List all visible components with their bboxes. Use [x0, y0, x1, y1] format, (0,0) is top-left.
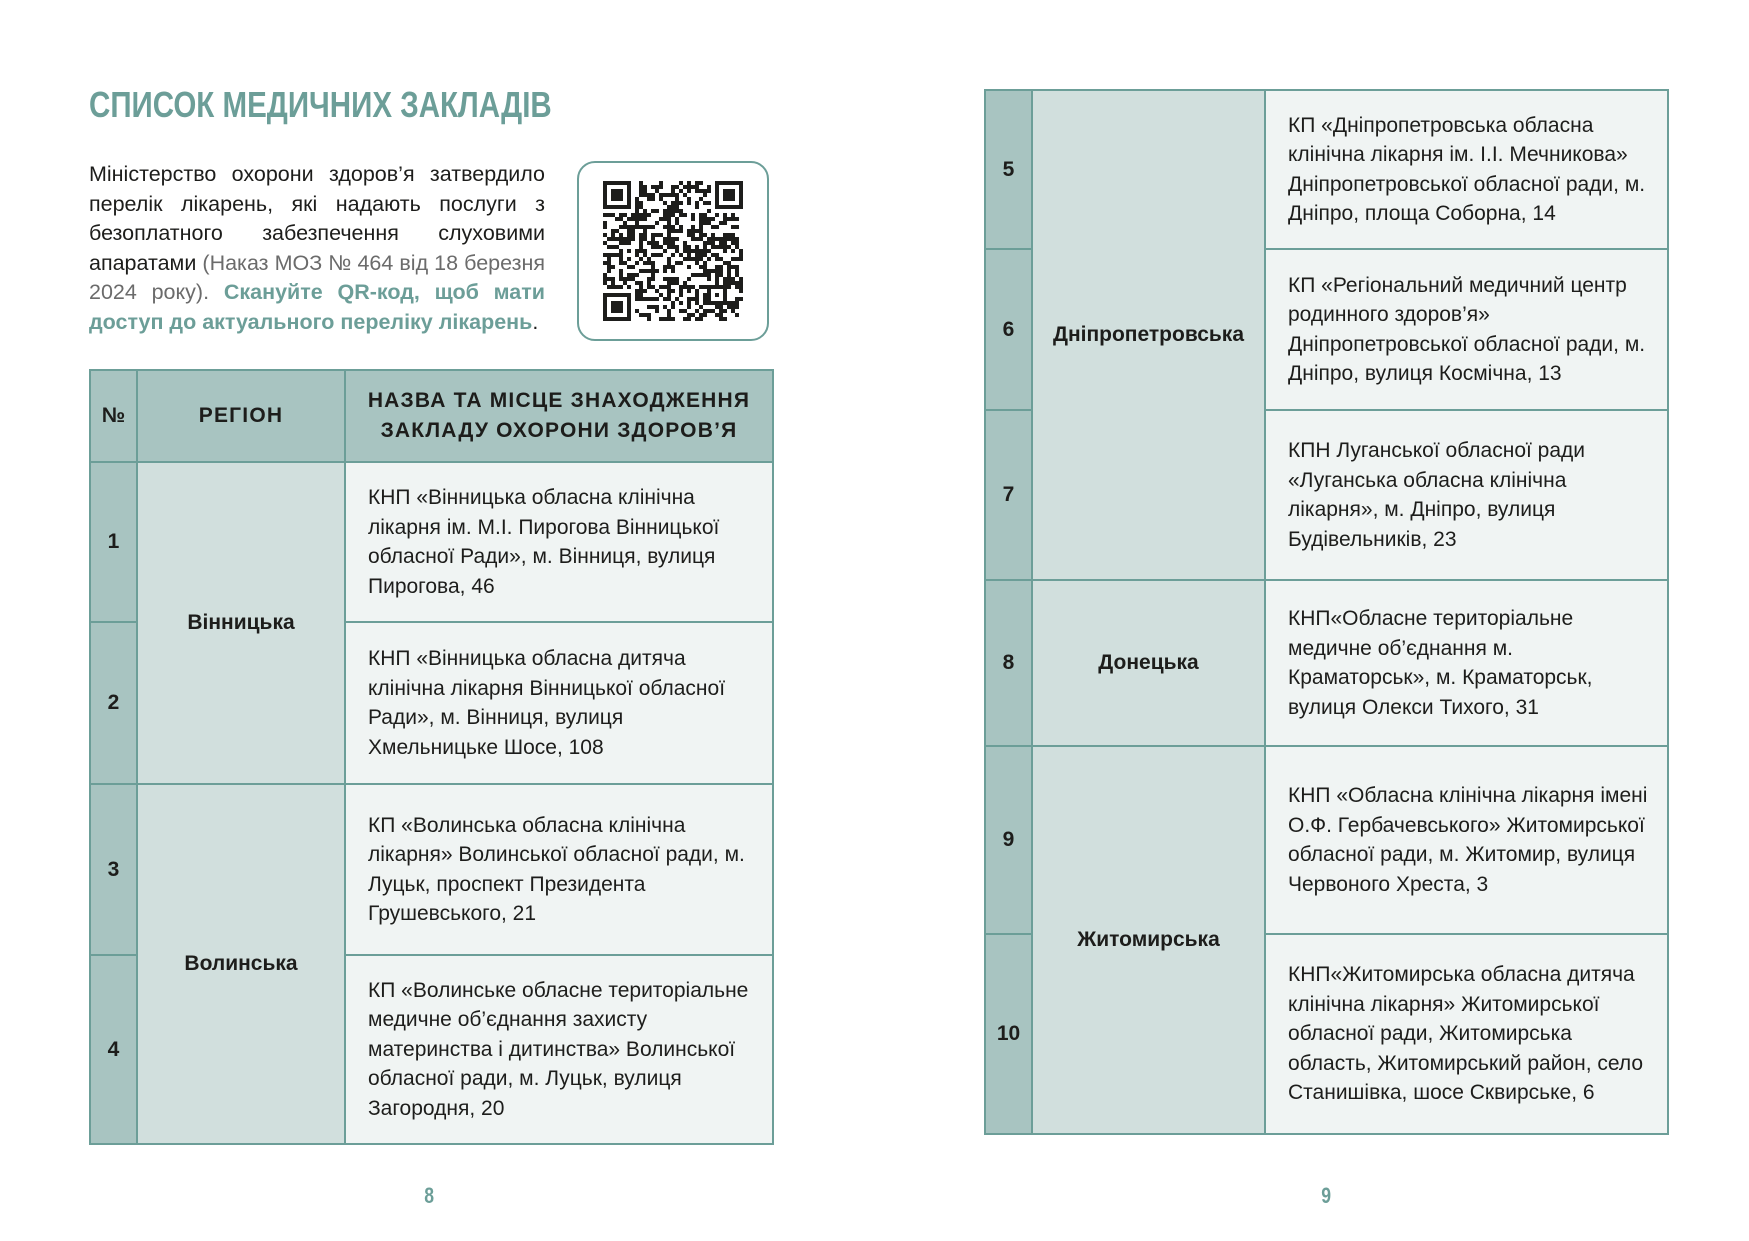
row-number: 3 [90, 784, 137, 955]
facility-cell: КНП «Обласна клінічна лікарня імені О.Ф. Гербачевського» Житомирської обласної ради, м. Житомир, вулиця Червоного Хреста, 3 [1265, 746, 1668, 934]
facility-cell: КП «Дніпропетровська обласна клінічна лікарня ім. І.І. Мечникова» Дніпропетровської обласної ради, м. Дніпро, площа Соборна, 14 [1265, 90, 1668, 249]
page-number: 9 [1321, 1183, 1332, 1208]
qr-code-icon[interactable] [603, 181, 743, 321]
header-number: № [90, 370, 137, 462]
row-number: 9 [985, 746, 1032, 934]
intro-paragraph [89, 160, 545, 337]
region-cell: Волинська [137, 784, 345, 1144]
row-number: 6 [985, 249, 1032, 410]
row-number: 10 [985, 934, 1032, 1134]
facility-cell: КНП«Житомирська обласна дитяча клінічна лікарня» Житомирської обласної ради, Житомирська область, Житомирський район, село Станишівка, шосе Сквирське, 6 [1265, 934, 1668, 1134]
row-number: 8 [985, 580, 1032, 746]
facility-cell: КП «Волинська обласна клінічна лікарня» Волинської обласної ради, м. Луцьк, проспект Президента Грушевського, 21 [345, 784, 773, 955]
hospitals-table-left [89, 369, 774, 1145]
region-cell: Дніпропетровська [1032, 90, 1265, 580]
facility-cell: КНП «Вінницька обласна дитяча клінічна лікарня Вінницької обласної Ради», м. Вінниця, вулиця Хмельницьке Шосе, 108 [345, 622, 773, 784]
intro-main-text: Міністерство охорони здоров’я затвердило перелік лікарень, які надають послуги з безоплатного забезпечення слуховими апаратами [89, 162, 545, 275]
row-number: 7 [985, 410, 1032, 580]
table-row [985, 90, 1668, 249]
intro-qr-call-to-action: Скануйте QR-код, щоб мати доступ до актуального переліку лікарень [89, 280, 546, 334]
row-number: 2 [90, 622, 137, 784]
table-row [90, 462, 773, 622]
table-row [985, 580, 1668, 746]
table-header-row [90, 370, 773, 462]
row-number: 1 [90, 462, 137, 622]
page-title: СПИСОК МЕДИЧНИХ ЗАКЛАДІВ [89, 84, 552, 125]
intro-order-reference: (Наказ МОЗ № 464 від 18 березня 2024 року). [89, 250, 545, 304]
header-facility-name: НАЗВА ТА МІСЦЕ ЗНАХОДЖЕННЯ ЗАКЛАДУ ОХОРОНИ ЗДОРОВ’Я [345, 370, 773, 462]
left-page [0, 0, 874, 1241]
facility-cell: КНП«Обласне територіальне медичне об’єднання м. Краматорськ», м. Краматорськ, вулиця Олекси Тихого, 31 [1265, 580, 1668, 746]
hospitals-table-right [984, 89, 1669, 1135]
table-row [985, 746, 1668, 934]
facility-cell: КПН Луганської обласної ради «Луганська обласна клінічна лікарня», м. Дніпро, вулиця Будівельників, 23 [1265, 410, 1668, 580]
facility-cell: КП «Регіональний медичний центр родинного здоров’я» Дніпропетровської обласної ради, м. Дніпро, вулиця Космічна, 13 [1265, 249, 1668, 410]
region-cell: Вінницька [137, 462, 345, 784]
facility-cell: КП «Волинське обласне територіальне медичне об’єднання захисту материнства і дитинства» Волинської обласної ради, м. Луцьк, вулиця Загородня, 20 [345, 955, 773, 1144]
facility-cell: КНП «Вінницька обласна клінічна лікарня ім. М.І. Пирогова Вінницької обласної Ради», м. Вінниця, вулиця Пирогова, 46 [345, 462, 773, 622]
region-cell: Донецька [1032, 580, 1265, 746]
intro-end: . [532, 309, 539, 334]
qr-code-frame[interactable] [577, 161, 769, 341]
header-region: РЕГІОН [137, 370, 345, 462]
table-row [90, 784, 773, 955]
row-number: 4 [90, 955, 137, 1144]
row-number: 5 [985, 90, 1032, 249]
region-cell: Житомирська [1032, 746, 1265, 1134]
page-number: 8 [424, 1183, 435, 1208]
